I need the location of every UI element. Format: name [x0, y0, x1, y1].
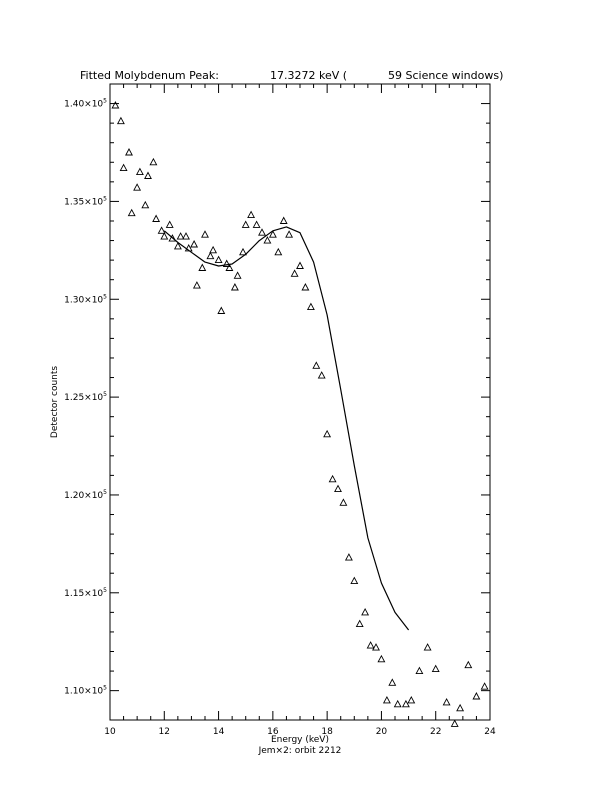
data-point-triangle	[340, 499, 346, 505]
y-tick-label: $1.10\times 10^5$	[64, 684, 107, 697]
x-tick-label: 22	[429, 727, 442, 737]
x-tick-label: 14	[212, 727, 225, 737]
data-point-triangle	[324, 431, 330, 437]
chart-title	[80, 69, 503, 82]
x-tick-label: 12	[158, 727, 171, 737]
data-point-triangle	[232, 284, 238, 290]
data-point-triangle	[346, 554, 352, 560]
data-point-triangle	[259, 229, 265, 235]
data-point-triangle	[335, 486, 341, 492]
data-point-triangle	[134, 184, 140, 190]
x-axis-label: Energy (keV)	[271, 735, 329, 745]
data-point-triangle	[210, 247, 216, 253]
data-point-triangle	[313, 362, 319, 368]
data-point-triangle	[329, 476, 335, 482]
data-point-triangle	[395, 701, 401, 707]
data-point-triangle	[199, 265, 205, 271]
x-tick-label: 16	[267, 727, 279, 737]
x-tick-label: 20	[375, 727, 388, 737]
y-tick-label: $1.25\times 10^5$	[64, 391, 107, 404]
data-point-triangle	[194, 282, 200, 288]
data-point-triangle	[319, 372, 325, 378]
data-point-triangle	[281, 218, 287, 224]
data-point-triangle	[137, 169, 143, 175]
data-point-triangle	[150, 159, 156, 165]
data-point-triangle	[120, 165, 126, 171]
data-point-triangle	[416, 668, 422, 674]
data-point-triangle	[384, 697, 390, 703]
y-tick-label: $1.40\times 10^5$	[64, 97, 107, 110]
data-point-triangle	[226, 265, 232, 271]
y-tick-label: $1.35\times 10^5$	[64, 195, 107, 208]
data-point-triangle	[452, 720, 458, 726]
data-point-triangle	[457, 705, 463, 711]
data-point-triangle	[378, 656, 384, 662]
data-point-triangle	[234, 272, 240, 278]
data-point-triangle	[389, 679, 395, 685]
data-point-triangle	[362, 609, 368, 615]
chart-title-part-1: Fitted Molybdenum Peak:	[80, 69, 219, 82]
data-point-triangle	[145, 173, 151, 179]
data-point-triangle	[481, 683, 487, 689]
data-point-triangle	[129, 210, 135, 216]
data-point-triangle	[351, 578, 357, 584]
data-point-triangle	[408, 697, 414, 703]
data-point-triangle	[443, 699, 449, 705]
axis-ticks	[64, 84, 496, 737]
data-point-triangle	[118, 118, 124, 124]
data-point-triangle	[291, 270, 297, 276]
data-point-triangle	[207, 253, 213, 259]
x-tick-label: 18	[321, 727, 333, 737]
data-point-triangle	[264, 237, 270, 243]
y-tick-label: $1.30\times 10^5$	[64, 293, 107, 306]
data-point-triangle	[112, 102, 118, 108]
data-point-triangle	[308, 304, 314, 310]
data-point-triangle	[403, 701, 409, 707]
data-point-triangle	[286, 231, 292, 237]
data-point-triangle	[183, 233, 189, 239]
chart-title-part-3: 59 Science windows)	[388, 69, 504, 82]
data-point-triangle	[253, 221, 259, 227]
data-point-triangle	[167, 221, 173, 227]
data-point-triangle	[158, 227, 164, 233]
y-tick-label: $1.15\times 10^5$	[64, 586, 107, 599]
data-point-triangle	[153, 216, 159, 222]
data-point-triangle	[240, 249, 246, 255]
data-point-triangle	[367, 642, 373, 648]
x-tick-label: 10	[104, 727, 116, 737]
data-point-triangle	[191, 241, 197, 247]
x-tick-label: 24	[484, 727, 496, 737]
data-point-triangle	[202, 231, 208, 237]
data-point-triangle	[302, 284, 308, 290]
data-point-triangle	[433, 666, 439, 672]
data-point-triangle	[465, 662, 471, 668]
data-point-triangle	[126, 149, 132, 155]
data-points	[112, 102, 488, 726]
fit-curve	[164, 227, 408, 630]
data-point-triangle	[297, 263, 303, 269]
data-point-triangle	[357, 621, 363, 627]
data-point-triangle	[218, 308, 224, 314]
data-point-triangle	[243, 221, 249, 227]
chart-title-part-2: 17.3272 keV (	[270, 69, 348, 82]
data-point-triangle	[473, 693, 479, 699]
y-tick-label: $1.20\times 10^5$	[64, 488, 107, 501]
data-point-triangle	[424, 644, 430, 650]
data-point-triangle	[275, 249, 281, 255]
data-point-triangle	[248, 212, 254, 218]
fit-curve-group	[164, 227, 408, 630]
y-axis-label: Detector counts	[50, 365, 60, 439]
x-axis-sublabel: Jem×2: orbit 2212	[258, 746, 342, 756]
data-point-triangle	[142, 202, 148, 208]
data-point-triangle	[161, 233, 167, 239]
data-point-triangle	[215, 257, 221, 263]
plot-frame	[110, 84, 490, 720]
